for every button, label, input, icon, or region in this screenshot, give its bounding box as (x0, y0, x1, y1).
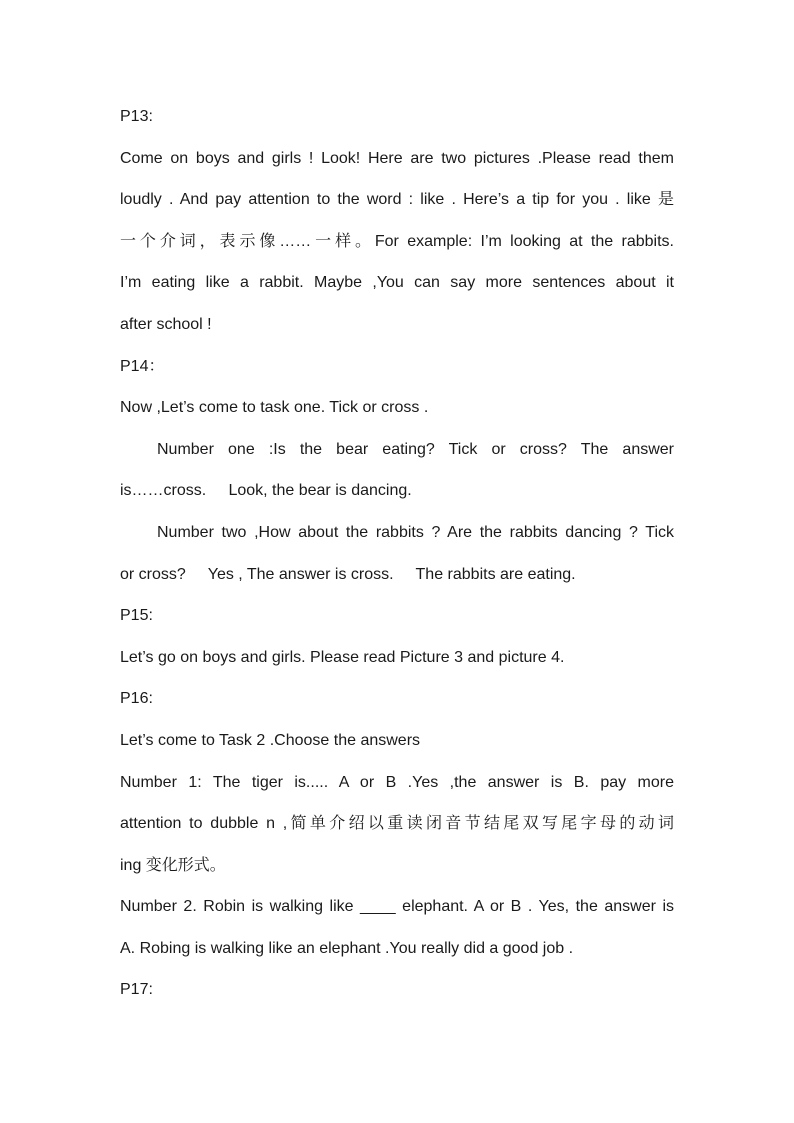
paragraph-line: Let’s go on boys and girls. Please read Picture 3 and picture 4. (120, 648, 565, 666)
paragraph-line: Now ,Let’s come to task one. Tick or cross . (120, 399, 429, 417)
section-p17 (120, 969, 674, 1011)
section-heading: P16: (120, 690, 153, 708)
paragraph-line: is……cross. Look, the bear is dancing. (120, 482, 412, 500)
paragraph-line: I’m eating like a rabbit. Maybe ,You can say more sentences about it (120, 274, 674, 292)
paragraph-line: 一个介词，表示像……一样。For example: I’m looking at the rabbits. (120, 232, 674, 250)
section-heading: P15: (120, 607, 153, 625)
paragraph-line: Number one :Is the bear eating? Tick or cross? The answer (157, 440, 674, 458)
paragraph-line: loudly . And pay attention to the word : like . Here’s a tip for you . like 是 (120, 191, 674, 209)
section-p16 (120, 678, 674, 969)
section-heading: P13: (120, 108, 153, 125)
paragraph-line: attention to dubble n ,简单介绍以重读闭音节结尾双写尾字母的动词 (120, 815, 674, 833)
paragraph-line: Come on boys and girls ! Look! Here are two pictures .Please read them (120, 149, 674, 167)
paragraph-line: Number 2. Robin is walking like ____ elephant. A or B . Yes, the answer is (120, 898, 674, 916)
section-heading: P17: (120, 981, 153, 999)
paragraph-line: Let’s come to Task 2 .Choose the answers (120, 731, 421, 749)
paragraph-line: after school ! (120, 315, 212, 333)
document-page (120, 96, 674, 1011)
paragraph-line: or cross? Yes , The answer is cross. The rabbits are eating. (120, 565, 576, 583)
paragraph-line: A. Robing is walking like an elephant .You really did a good job . (120, 939, 574, 957)
paragraph-line: ing 变化形式。 (120, 856, 226, 874)
section-p14 (120, 346, 674, 596)
section-heading: P14： (120, 357, 165, 375)
section-p13 (120, 96, 674, 346)
section-p15 (120, 595, 674, 678)
paragraph-line: Number two ,How about the rabbits ? Are the rabbits dancing ? Tick (157, 523, 674, 541)
paragraph-line: Number 1: The tiger is..... A or B .Yes ,the answer is B. pay more (120, 773, 674, 791)
